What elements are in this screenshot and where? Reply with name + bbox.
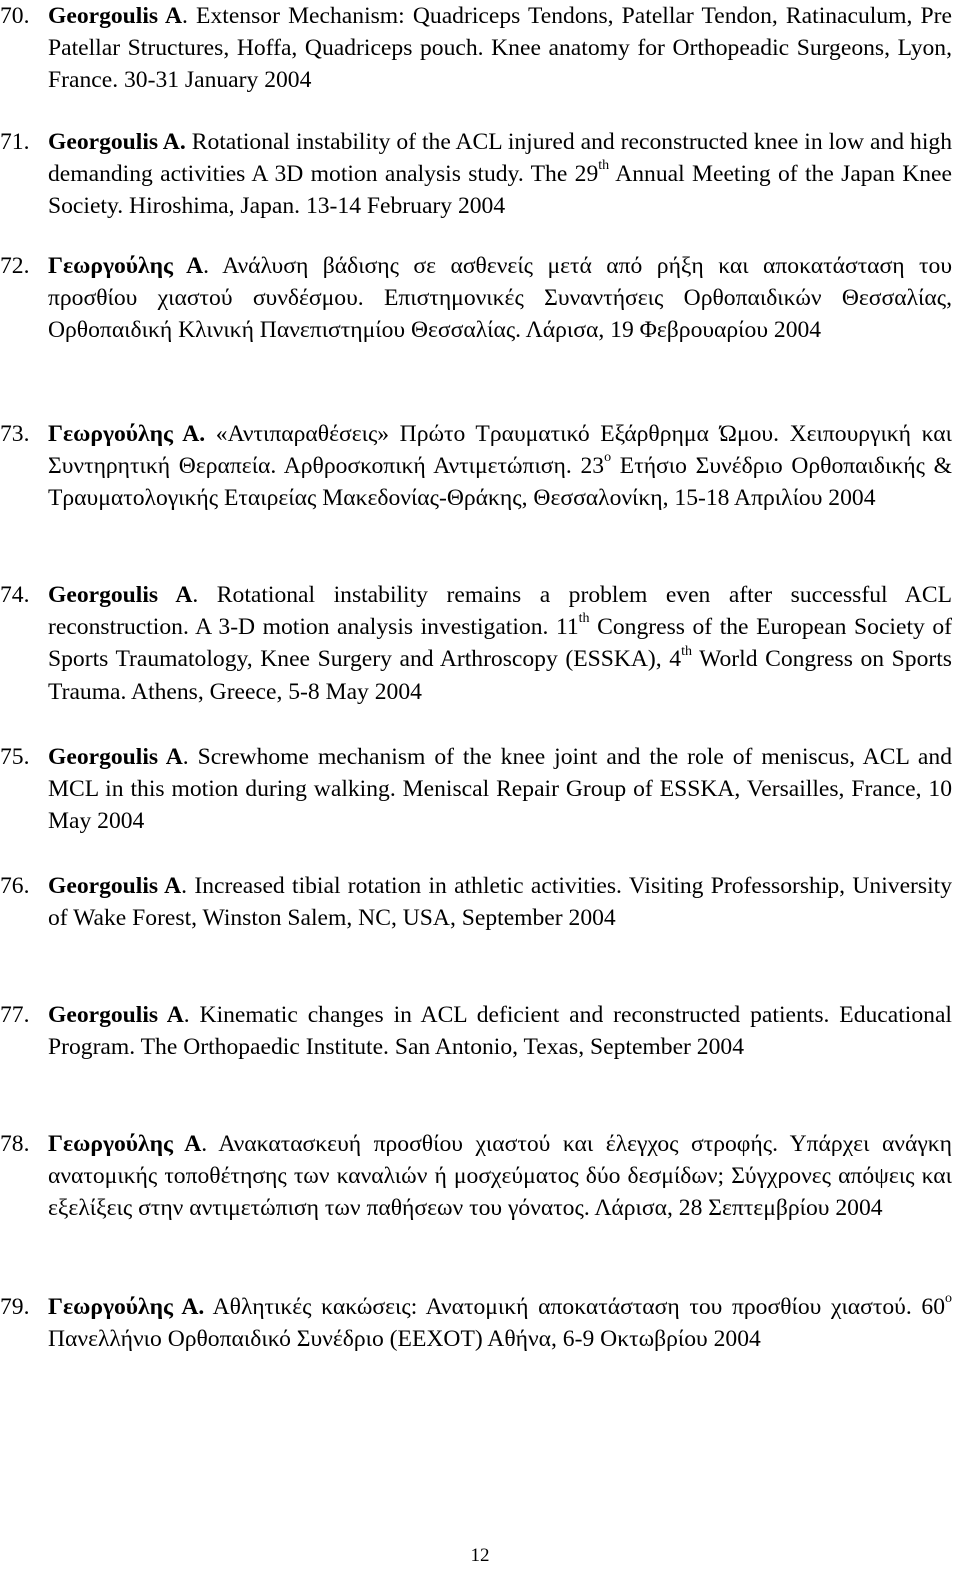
entry-author: Georgoulis A. [48, 129, 186, 155]
entry-author: Γεωργούλης Α [48, 1131, 202, 1157]
entry-author: Georgoulis A [48, 873, 182, 899]
entry-number: 77. [0, 1002, 30, 1028]
entry-author: Georgoulis A [48, 582, 193, 608]
entry-number: 73. [0, 421, 30, 447]
entry-author: Georgoulis A [48, 744, 183, 770]
entry-text: Georgoulis A. Extensor Mechanism: Quadriceps Tendons, Patellar Tendon, Ratinaculum, Pre Patellar Structures, Hoffa, Quadriceps pouch. Knee anatomy for Orthopeadic Surgeons, Lyon, France. 30-31 January 2004 [48, 3, 952, 94]
entry-author: Γεωργούλης Α [48, 253, 204, 279]
entry-text: Γεωργούλης Α. Ανάλυση βάδισης σε ασθενείς μετά από ρήξη και αποκατάσταση του προσθίου χιαστού συνδέσμου. Επιστημονικές Συναντήσεις Ορθοπαιδικών Θεσσαλίας, Ορθοπαιδική Κλινική Πανεπιστημίου Θεσσαλίας. Λάρισα, 19 Φεβρουαρίου 2004 [48, 253, 953, 344]
superscript: th [681, 643, 692, 659]
entry-text: Georgoulis A. Increased tibial rotation in athletic activities. Visiting Professorship, University of Wake Forest, Winston Salem, NC, USA, September 2004 [48, 873, 952, 932]
entry-text: Georgoulis A. Rotational instability of the ACL injured and reconstructed knee in low and high demanding activities A 3D motion analysis study. The 29th Annual Meeting of the Japan Knee Society. Hiroshima, Japan. 13-14 February 2004 [48, 129, 952, 220]
reference-entry-75 [0, 741, 952, 838]
reference-entry-72 [0, 250, 952, 347]
reference-entry-78 [0, 1128, 952, 1225]
superscript: th [578, 611, 590, 627]
entry-number: 70. [0, 3, 30, 29]
reference-entry-77 [0, 999, 952, 1063]
entry-text: Γεωργούλης Α. «Αντιπαραθέσεις» Πρώτο Τραυματικό Εξάρθρημα Ώμου. Χειπουργική και Συντηρητική Θεραπεία. Αρθροσκοπική Αντιμετώπιση. $23^o$ Ετήσιο Συνέδριο Ορθοπαιδικής & Τραυματολογικής Εταιρείας Μακεδονίας-Θράκης, Θεσσαλονίκη, 15-18 Απριλίου 2004 [48, 421, 952, 512]
entry-number: 72. [0, 253, 30, 279]
entry-text: Γεωργούλης Α. Ανακατασκευή προσθίου χιαστού και έλεγχος στροφής. Υπάρχει ανάγκη ανατομικής τοποθέτησης των καναλιών ή μοσχεύματος δύο δεσμίδων; Σύγχρονες απόψεις και εξελίξεις στην αντιμετώπιση των παθήσεων του γόνατος. Λάρισα, 28 Σεπτεμβρίου 2004 [48, 1131, 952, 1222]
reference-entry-71 [0, 126, 952, 223]
reference-entry-76 [0, 870, 952, 934]
entry-number: 79. [0, 1294, 30, 1320]
entry-author: Georgoulis A [48, 1002, 184, 1028]
reference-entry-73 [0, 418, 952, 515]
entry-author: Γεωργούλης Α. [48, 1294, 205, 1320]
entry-author: Γεωργούλης Α. [48, 421, 206, 447]
superscript: ο [604, 450, 612, 466]
superscript: ο [945, 1291, 952, 1307]
entry-text: Georgoulis A. Rotational instability remains a problem even after successful ACL reconstruction. A 3-D motion analysis investigation. 11th Congress of the European Society of Sports Traumatology, Knee Surgery and Arthroscopy (ESSKA), 4th World Congress on Sports Trauma. Athens, Greece, 5-8 May 2004 [48, 582, 952, 705]
entry-number: 76. [0, 873, 30, 899]
entry-number: 78. [0, 1131, 30, 1157]
entry-author: Georgoulis A [48, 3, 182, 29]
superscript: th [598, 158, 610, 174]
reference-entry-74 [0, 579, 952, 708]
reference-entry-79 [0, 1291, 952, 1355]
entry-text: Γεωργούλης Α. Αθλητικές κακώσεις: Ανατομική αποκατάσταση του προσθίου χιαστού. $60^o$ Πανελλήνιο Ορθοπαιδικό Συνέδριο (ΕΕΧΟΤ) Αθήνα, 6-9 Οκτωβρίου 2004 [48, 1291, 952, 1353]
entry-text: Georgoulis A. Screwhome mechanism of the knee joint and the role of meniscus, ACL and MCL in this motion during walking. Meniscal Repair Group of ESSKA, Versailles, France, 10 May 2004 [48, 744, 952, 835]
entry-text: Georgoulis A. Kinematic changes in ACL deficient and reconstructed patients. Educational Program. The Orthopaedic Institute. San Antonio, Texas, September 2004 [48, 1002, 952, 1061]
reference-entry-70 [0, 0, 952, 97]
entry-number: 71. [0, 129, 30, 155]
entry-number: 74. [0, 582, 30, 608]
page-number: 12 [470, 1545, 490, 1566]
entry-number: 75. [0, 744, 30, 770]
